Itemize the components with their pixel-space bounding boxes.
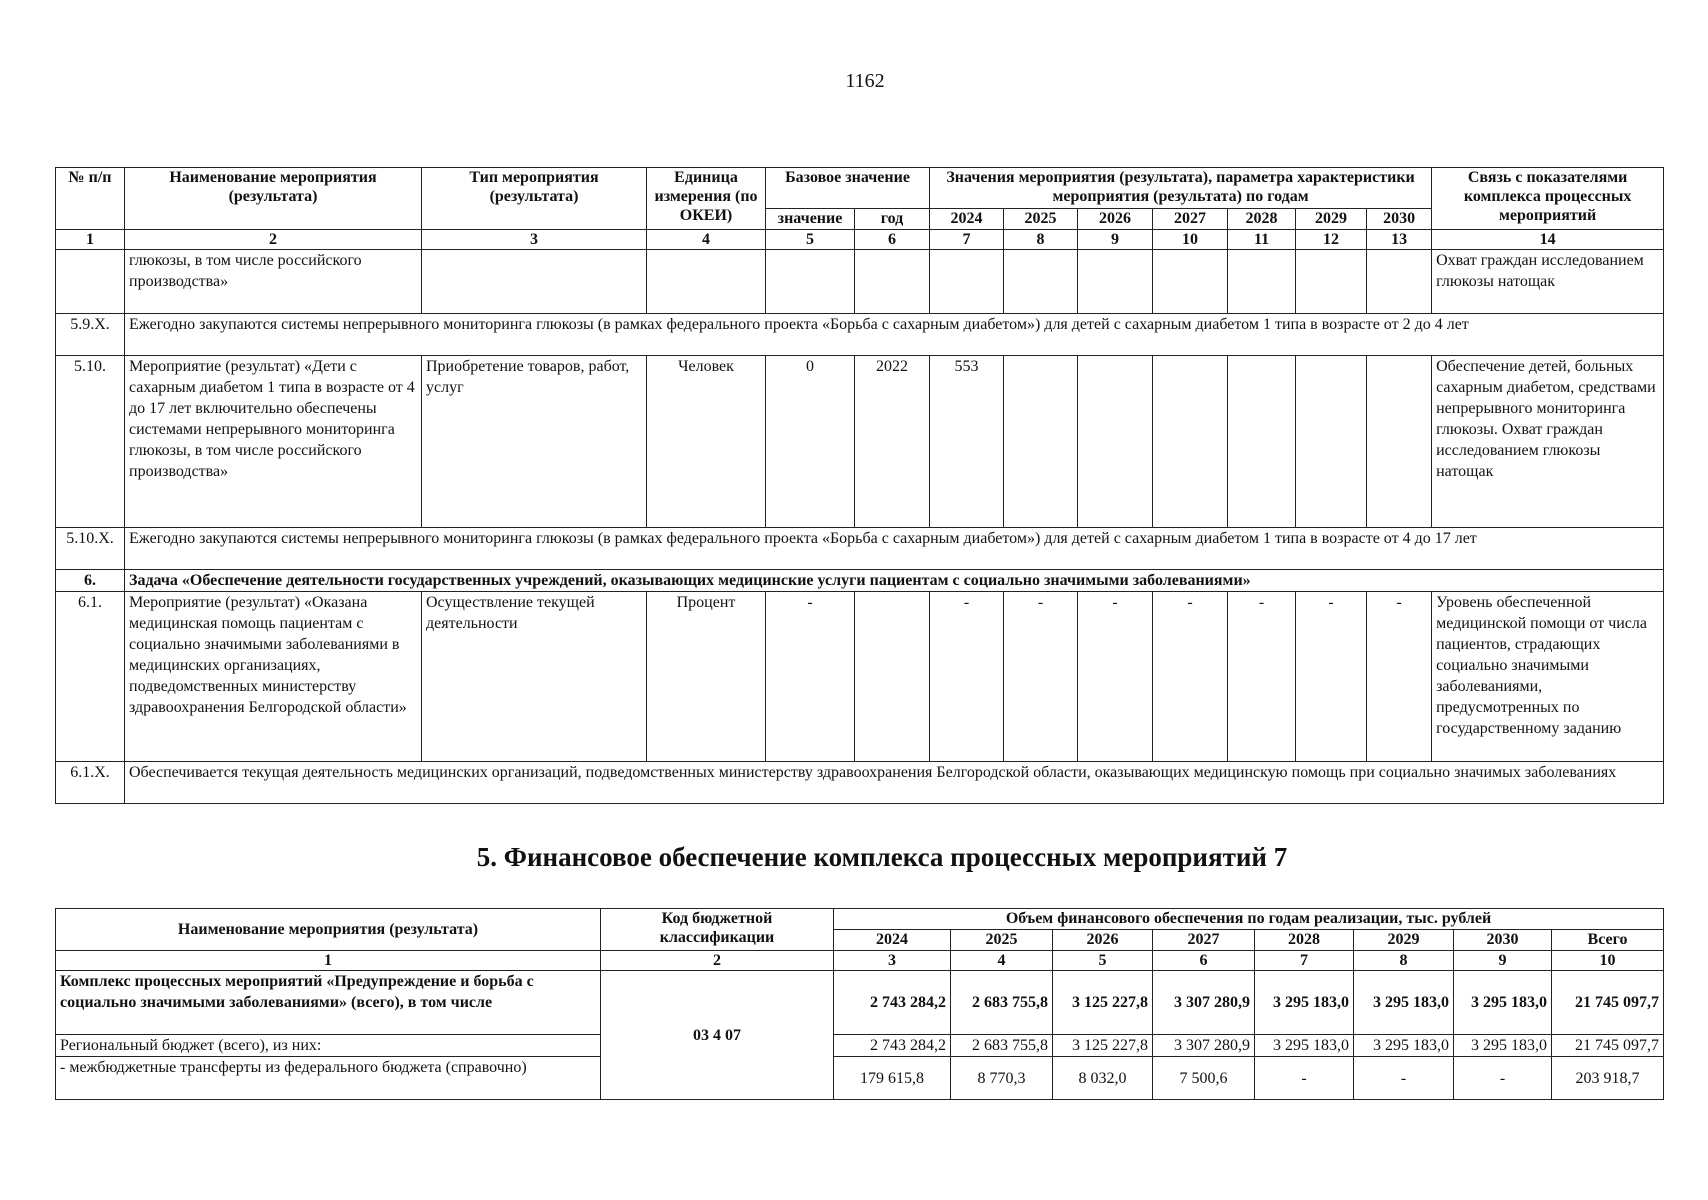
fin-header-year: 2026 bbox=[1053, 930, 1153, 951]
fin-header-name: Наименование мероприятия (результата) bbox=[56, 909, 601, 951]
page-number: 1162 bbox=[845, 70, 885, 92]
row-year-value bbox=[1004, 356, 1078, 528]
row-num bbox=[56, 250, 125, 314]
row-description: Ежегодно закупаются системы непрерывного мониторинга глюкозы (в рамках федерального проекта «Борьба с сахарным диабетом») для детей с сахарным диабетом 1 типа в возрасте от 4 до 17 лет bbox=[125, 528, 1664, 570]
row-type: Приобретение товаров, работ, услуг bbox=[422, 356, 647, 528]
table-row bbox=[56, 314, 1664, 356]
fin-total: 21 745 097,7 bbox=[1552, 1035, 1664, 1057]
header-base-value: значение bbox=[766, 209, 855, 230]
col-number: 4 bbox=[647, 230, 766, 250]
row-num: 6. bbox=[56, 570, 125, 592]
table-row bbox=[56, 356, 1664, 528]
col-number: 5 bbox=[1053, 951, 1153, 971]
row-year-value: - bbox=[1078, 592, 1153, 762]
col-number: 13 bbox=[1367, 230, 1432, 250]
fin-value: 7 500,6 bbox=[1153, 1057, 1255, 1100]
fin-header-total: Всего bbox=[1552, 930, 1664, 951]
header-year: 2030 bbox=[1367, 209, 1432, 230]
fin-total: 21 745 097,7 bbox=[1552, 971, 1664, 1035]
row-year-value bbox=[930, 250, 1004, 314]
row-num: 5.10. bbox=[56, 356, 125, 528]
row-num: 6.1.Х. bbox=[56, 762, 125, 804]
row-year-value: - bbox=[1004, 592, 1078, 762]
row-year-value: - bbox=[1228, 592, 1296, 762]
col-number: 7 bbox=[1255, 951, 1354, 971]
col-number: 6 bbox=[1153, 951, 1255, 971]
row-link: Уровень обеспеченной медицинской помощи от числа пациентов, страдающих социально значимыми заболеваниями, предусмотренных по государственному заданию bbox=[1432, 592, 1664, 762]
fin-header-year: 2025 bbox=[951, 930, 1053, 951]
header-year: 2024 bbox=[930, 209, 1004, 230]
fin-header-year: 2027 bbox=[1153, 930, 1255, 951]
row-unit: Человек bbox=[647, 356, 766, 528]
row-num: 6.1. bbox=[56, 592, 125, 762]
row-year-value bbox=[1078, 250, 1153, 314]
table-row bbox=[56, 762, 1664, 804]
table-row bbox=[56, 250, 1664, 314]
fin-row-name: Комплекс процессных мероприятий «Предупреждение и борьба с социально значимыми заболеваниями» (всего), в том числе bbox=[56, 971, 601, 1035]
row-base-value: 0 bbox=[766, 356, 855, 528]
fin-value: - bbox=[1255, 1057, 1354, 1100]
fin-value: 8 032,0 bbox=[1053, 1057, 1153, 1100]
row-link: Охват граждан исследованием глюкозы натощак bbox=[1432, 250, 1664, 314]
row-description: Ежегодно закупаются системы непрерывного мониторинга глюкозы (в рамках федерального проекта «Борьба с сахарным диабетом») для детей с сахарным диабетом 1 типа в возрасте от 2 до 4 лет bbox=[125, 314, 1664, 356]
row-year-value: 553 bbox=[930, 356, 1004, 528]
table-row bbox=[56, 592, 1664, 762]
col-number: 10 bbox=[1153, 230, 1228, 250]
row-year-value: - bbox=[1367, 592, 1432, 762]
fin-value: 3 295 183,0 bbox=[1454, 1035, 1552, 1057]
row-year-value bbox=[1078, 356, 1153, 528]
header-year: 2027 bbox=[1153, 209, 1228, 230]
fin-value: 3 295 183,0 bbox=[1354, 1035, 1454, 1057]
fin-header-year: 2030 bbox=[1454, 930, 1552, 951]
fin-value: 2 683 755,8 bbox=[951, 971, 1053, 1035]
row-year-value: - bbox=[930, 592, 1004, 762]
fin-header-year: 2028 bbox=[1255, 930, 1354, 951]
header-year: 2025 bbox=[1004, 209, 1078, 230]
col-number: 6 bbox=[855, 230, 930, 250]
fin-value: 3 307 280,9 bbox=[1153, 971, 1255, 1035]
row-year-value bbox=[1153, 356, 1228, 528]
fin-header-code: Код бюджетной классификации bbox=[601, 909, 834, 951]
header-name: Наименование мероприятия (результата) bbox=[125, 168, 422, 230]
table-row bbox=[56, 570, 1664, 592]
row-year-value bbox=[1367, 356, 1432, 528]
row-num: 5.10.Х. bbox=[56, 528, 125, 570]
col-number: 12 bbox=[1296, 230, 1367, 250]
activities-table bbox=[55, 167, 1664, 804]
col-number: 14 bbox=[1432, 230, 1664, 250]
col-number: 5 bbox=[766, 230, 855, 250]
table-row bbox=[56, 1035, 1664, 1057]
row-type: Осуществление текущей деятельности bbox=[422, 592, 647, 762]
row-year-value bbox=[1004, 250, 1078, 314]
header-year: 2026 bbox=[1078, 209, 1153, 230]
header-num: № п/п bbox=[56, 168, 125, 230]
col-number: 3 bbox=[834, 951, 951, 971]
fin-value: 3 295 183,0 bbox=[1255, 971, 1354, 1035]
col-number: 9 bbox=[1078, 230, 1153, 250]
fin-value: 3 307 280,9 bbox=[1153, 1035, 1255, 1057]
row-year-value: - bbox=[1153, 592, 1228, 762]
row-num: 5.9.Х. bbox=[56, 314, 125, 356]
row-type bbox=[422, 250, 647, 314]
col-number: 1 bbox=[56, 230, 125, 250]
header-unit: Единица измерения (по ОКЕИ) bbox=[647, 168, 766, 230]
row-year-value bbox=[1367, 250, 1432, 314]
fin-value: 2 683 755,8 bbox=[951, 1035, 1053, 1057]
row-base-year bbox=[855, 250, 930, 314]
fin-value: 3 295 183,0 bbox=[1255, 1035, 1354, 1057]
table-row bbox=[56, 971, 1664, 1035]
fin-value: 2 743 284,2 bbox=[834, 971, 951, 1035]
row-year-value bbox=[1296, 250, 1367, 314]
header-link: Связь с показателями комплекса процессных мероприятий bbox=[1432, 168, 1664, 230]
fin-value: - bbox=[1454, 1057, 1552, 1100]
col-number: 7 bbox=[930, 230, 1004, 250]
fin-row-name: - межбюджетные трансферты из федерального бюджета (справочно) bbox=[56, 1057, 601, 1100]
budget-code: 03 4 07 bbox=[601, 971, 834, 1100]
row-name: Мероприятие (результат) «Оказана медицинская помощь пациентам с социально значимыми заболеваниями в медицинских организациях, подведомственных министерству здравоохранения Белгородской области» bbox=[125, 592, 422, 762]
table-row bbox=[56, 1057, 1664, 1100]
row-description: Обеспечивается текущая деятельность медицинских организаций, подведомственных министерству здравоохранения Белгородской области, оказывающих медицинскую помощь при социально значимых заболеваниях bbox=[125, 762, 1664, 804]
col-number: 2 bbox=[601, 951, 834, 971]
row-link: Обеспечение детей, больных сахарным диабетом, средствами непрерывного мониторинга глюкозы. Охват граждан исследованием глюкозы натощак bbox=[1432, 356, 1664, 528]
fin-header-volume: Объем финансового обеспечения по годам реализации, тыс. рублей bbox=[834, 909, 1664, 930]
table-row bbox=[56, 528, 1664, 570]
task-title: Задача «Обеспечение деятельности государственных учреждений, оказывающих медицинские услуги пациентам с социально значимыми заболеваниями» bbox=[125, 570, 1664, 592]
fin-row-name: Региональный бюджет (всего), из них: bbox=[56, 1035, 601, 1057]
header-type: Тип мероприятия (результата) bbox=[422, 168, 647, 230]
col-number: 4 bbox=[951, 951, 1053, 971]
fin-value: 3 125 227,8 bbox=[1053, 971, 1153, 1035]
fin-value: 8 770,3 bbox=[951, 1057, 1053, 1100]
row-name: глюкозы, в том числе российского производства» bbox=[125, 250, 422, 314]
financing-table bbox=[55, 908, 1664, 1100]
row-unit: Процент bbox=[647, 592, 766, 762]
col-number: 10 bbox=[1552, 951, 1664, 971]
col-number: 8 bbox=[1354, 951, 1454, 971]
col-number: 9 bbox=[1454, 951, 1552, 971]
col-number: 2 bbox=[125, 230, 422, 250]
fin-value: - bbox=[1354, 1057, 1454, 1100]
header-values: Значения мероприятия (результата), параметра характеристики мероприятия (результата) по годам bbox=[930, 168, 1432, 209]
col-number: 3 bbox=[422, 230, 647, 250]
row-year-value bbox=[1296, 356, 1367, 528]
fin-value: 179 615,8 bbox=[834, 1057, 951, 1100]
col-number: 1 bbox=[56, 951, 601, 971]
row-year-value bbox=[1153, 250, 1228, 314]
row-base-value: - bbox=[766, 592, 855, 762]
fin-value: 3 295 183,0 bbox=[1354, 971, 1454, 1035]
row-unit bbox=[647, 250, 766, 314]
section-heading: 5. Финансовое обеспечение комплекса процессных мероприятий 7 bbox=[476, 842, 1288, 872]
fin-header-year: 2029 bbox=[1354, 930, 1454, 951]
col-number: 11 bbox=[1228, 230, 1296, 250]
fin-header-year: 2024 bbox=[834, 930, 951, 951]
col-number: 8 bbox=[1004, 230, 1078, 250]
row-base-year bbox=[855, 592, 930, 762]
header-year: 2028 bbox=[1228, 209, 1296, 230]
row-base-year: 2022 bbox=[855, 356, 930, 528]
header-base-year: год bbox=[855, 209, 930, 230]
row-year-value bbox=[1228, 250, 1296, 314]
row-year-value bbox=[1228, 356, 1296, 528]
fin-value: 3 295 183,0 bbox=[1454, 971, 1552, 1035]
header-base: Базовое значение bbox=[766, 168, 930, 209]
fin-value: 2 743 284,2 bbox=[834, 1035, 951, 1057]
header-year: 2029 bbox=[1296, 209, 1367, 230]
row-base-value bbox=[766, 250, 855, 314]
row-name: Мероприятие (результат) «Дети с сахарным диабетом 1 типа в возрасте от 4 до 17 лет включительно обеспечены системами непрерывного мониторинга глюкозы, в том числе российского производства» bbox=[125, 356, 422, 528]
fin-value: 3 125 227,8 bbox=[1053, 1035, 1153, 1057]
fin-total: 203 918,7 bbox=[1552, 1057, 1664, 1100]
row-year-value: - bbox=[1296, 592, 1367, 762]
